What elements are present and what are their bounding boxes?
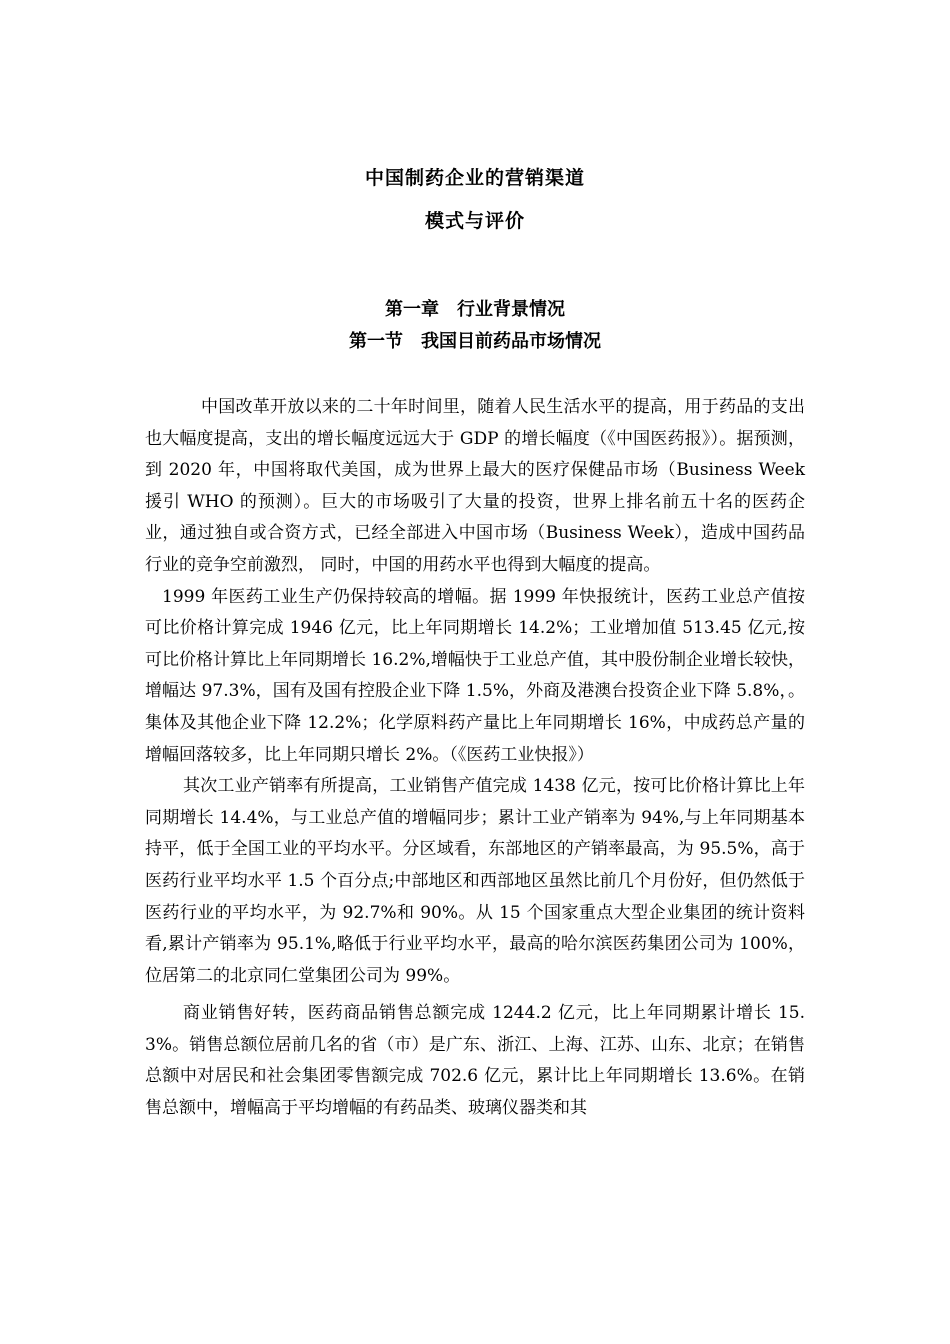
chapter-heading: 第一章 行业背景情况 — [385, 299, 565, 320]
paragraph-sales-ratio: 其次工业产销率有所提高，工业销售产值完成 1438 亿元，按可比价格计算比上年同期增长 14.4%，与工业总产值的增幅同步；累计工业产销率为 94%,与上年同期基本持平，低于全国工业的平均水平。分区域看，东部地区的产销率最高，为 95.5%，高于医药行业平均水平 1.5 个百分点;中部地区和西部地区虽然比前几个月份好，但仍然低于医药行业的平均水平，为 92.7%和 90%。从 15 个国家重点大型企业集团的统计资料看,累计产销率为 95.1%,略低于行业平均水平，最高的哈尔滨医药集团公司为 100%，位居第二的北京同仁堂集团公司为 99%。 — [145, 776, 806, 986]
paragraph-market-growth: 中国改革开放以来的二十年时间里，随着人民生活水平的提高，用于药品的支出也大幅度提高，支出的增长幅度远远大于 GDP 的增长幅度（《中国医药报》）。据预测，到 2020 年，中国将取代美国，成为世界上最大的医疗保健品市场（Business Week 援引 WHO 的预测）。巨大的市场吸引了大量的投资，世界上排名前五十名的医药企业，通过独自或合资方式，已经全部进入中国市场（Business Week），造成中国药品行业的竞争空前激烈， 同时，中国的用药水平也得到大幅度的提高。 — [145, 397, 805, 575]
paragraph-industrial-output: 1999 年医药工业生产仍保持较高的增幅。据 1999 年快报统计，医药工业总产值按可比价格计算完成 1946 亿元，比上年同期增长 14.2%；工业增加值 513.45 亿元,按可比价格计算比上年同期增长 16.2%,增幅快于工业总产值，其中股份制企业增长较快，增幅达 97.3%，国有及国有控股企业下降 1.5%，外商及港澳台投资企业下降 5.8%，。集体及其他企业下降 12.2%；化学原料药产量比上年同期增长 16%，中成药总产量的增幅回落较多，比上年同期只增长 2%。（《医药工业快报》） — [145, 586, 805, 765]
paragraph-commercial-sales: 商业销售好转，医药商品销售总额完成 1244.2 亿元，比上年同期累计增长 15.3%。销售总额位居前几名的省（市）是广东、浙江、上海、江苏、山东、北京；在销售总额中对居民和社会集团零售额完成 702.6 亿元，累计比上年同期增长 13.6%。在销售总额中，增幅高于平均增幅的有药品类、玻璃仪器类和其 — [145, 1003, 805, 1119]
document-title-line-1: 中国制药企业的营销渠道 — [364, 167, 585, 189]
document-title-line-2: 模式与评价 — [424, 210, 525, 232]
document-body — [145, 392, 805, 1125]
section-heading: 第一节 我国目前药品市场情况 — [349, 331, 601, 352]
